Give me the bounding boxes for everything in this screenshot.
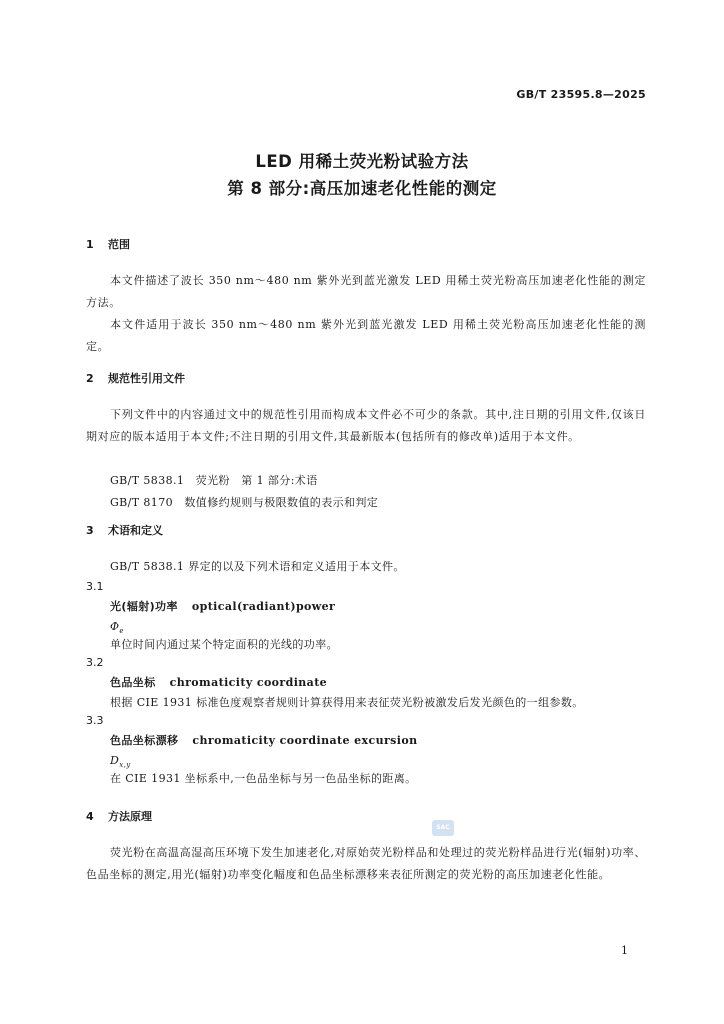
section-1-paragraph-2: 本文件适用于波长 350 nm～480 nm 紫外光到蓝光激发 LED 用稀土荧光粉高压加速老化性能的测定。 — [86, 318, 646, 353]
normative-reference-2: GB/T 8170 数值修约规则与极限数值的表示和判定 — [110, 496, 379, 509]
normative-reference-1: GB/T 5838.1 荧光粉 第 1 部分:术语 — [110, 474, 318, 487]
term-chinese-name: 光(辐射)功率 — [110, 600, 178, 613]
term-english-name: chromaticity coordinate — [169, 676, 328, 689]
document-title-line2: 第 8 部分:高压加速老化性能的测定 — [227, 179, 497, 198]
term-chinese-name: 色品坐标 — [110, 676, 156, 689]
term-chinese-name: 色品坐标漂移 — [110, 734, 179, 747]
section-3-paragraph-1: GB/T 5838.1 界定的以及下列术语和定义适用于本文件。 — [110, 560, 405, 573]
term-heading — [110, 730, 417, 752]
term-definition: 根据 CIE 1931 标准色度观察者规则计算获得用来表征荧光粉被激发后发光颜色的一组参数。 — [110, 696, 584, 709]
section-1-heading — [86, 236, 130, 252]
standard-number: GB/T 23595.8—2025 — [516, 88, 646, 101]
section-title: 范围 — [108, 238, 130, 251]
section-title: 方法原理 — [108, 810, 152, 823]
section-4-paragraph-1: 荧光粉在高温高湿高压环境下发生加速老化,对原始荧光粉样品和处理过的荧光粉样品进行光(辐射)功率、色品坐标的测定,用光(辐射)功率变化幅度和色品坐标漂移来表征所测定的荧光粉的高压加速老化性能。 — [86, 846, 646, 881]
section-1-paragraph-1: 本文件描述了波长 350 nm～480 nm 紫外光到蓝光激发 LED 用稀土荧光粉高压加速老化性能的测定方法。 — [86, 274, 646, 309]
sac-watermark-logo: SAC — [432, 820, 454, 836]
term-number: 3.1 — [86, 580, 104, 593]
page-number: 1 — [621, 944, 628, 957]
section-number: 3 — [86, 524, 94, 537]
term-number: 3.2 — [86, 656, 104, 669]
term-english-name: optical(radiant)power — [191, 600, 336, 613]
section-number: 1 — [86, 238, 94, 251]
term-english-name: chromaticity coordinate excursion — [192, 734, 418, 747]
term-number: 3.3 — [86, 714, 104, 727]
document-title-line1: LED 用稀土荧光粉试验方法 — [255, 152, 469, 171]
section-4-heading — [86, 808, 152, 824]
section-number: 4 — [86, 810, 94, 823]
section-2-heading — [86, 370, 185, 386]
symbol-subscript: x,y — [119, 761, 131, 770]
section-title: 规范性引用文件 — [108, 372, 185, 385]
term-heading — [110, 672, 327, 694]
symbol-subscript: e — [119, 627, 124, 636]
section-number: 2 — [86, 372, 94, 385]
section-3-heading — [86, 522, 163, 538]
term-definition: 单位时间内通过某个特定面积的光线的功率。 — [110, 638, 338, 651]
term-heading — [110, 596, 335, 618]
section-2-paragraph-1: 下列文件中的内容通过文中的规范性引用而构成本文件必不可少的条款。其中,注日期的引用文件,仅该日期对应的版本适用于本文件;不注日期的引用文件,其最新版本(包括所有的修改单)适用于本文件。 — [86, 408, 646, 443]
section-title: 术语和定义 — [108, 524, 163, 537]
symbol-main: Φ — [110, 620, 120, 633]
symbol-main: D — [110, 754, 120, 767]
term-definition: 在 CIE 1931 坐标系中,一色品坐标与另一色品坐标的距离。 — [110, 772, 417, 785]
